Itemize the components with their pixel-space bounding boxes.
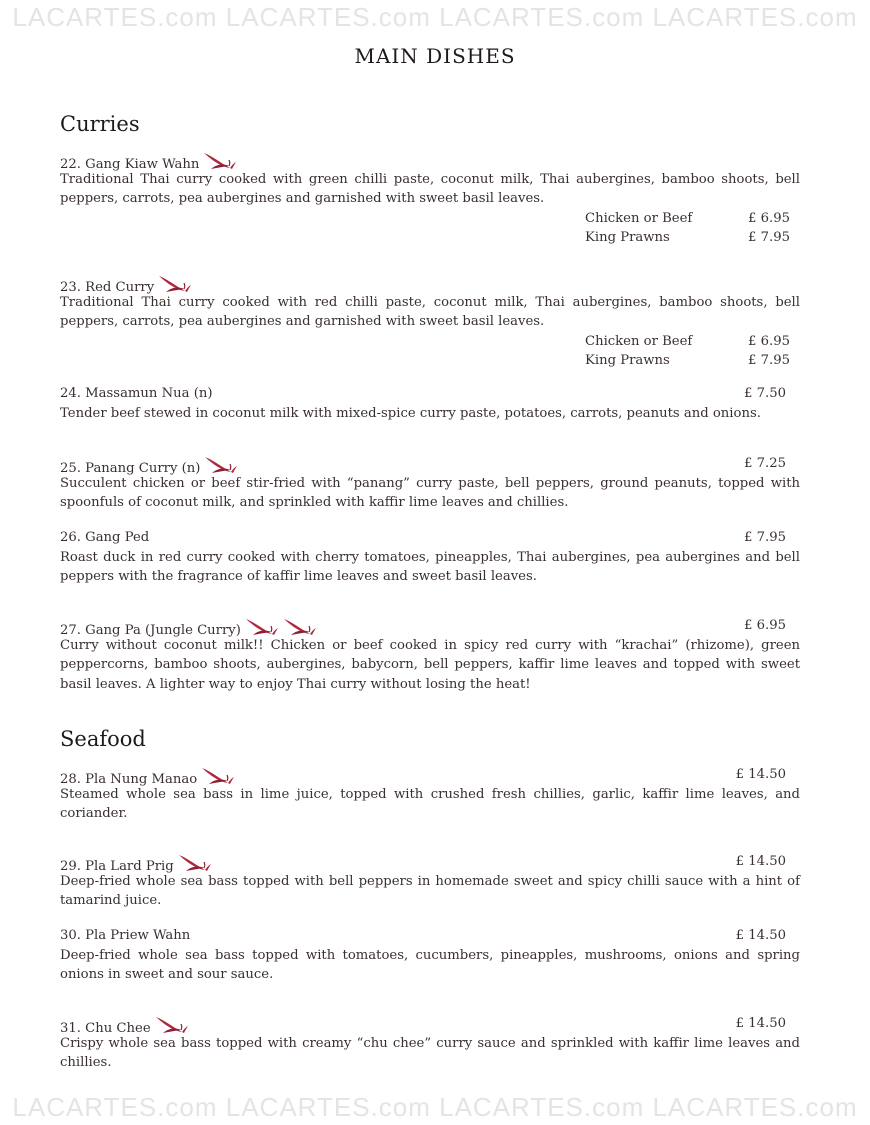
- item-price: £ 14.50: [735, 767, 786, 782]
- item-name: 30. Pla Priew Wahn: [60, 928, 191, 943]
- page-title: MAIN DISHES: [354, 44, 516, 68]
- item-description: Steamed whole sea bass in lime juice, topped with crushed fresh chillies, garlic, kaffir lime leaves, and coriander.: [60, 786, 800, 821]
- item-description: Crispy whole sea bass topped with creamy “chu chee” curry sauce and sprinkled with kaffir lime leaves and chillies.: [60, 1035, 800, 1070]
- item-name: 23. Red Curry: [60, 280, 155, 295]
- item-price: £ 14.50: [735, 854, 786, 869]
- chilli-icon: [283, 616, 317, 638]
- menu-item: [60, 273, 800, 370]
- item-name: 24. Massamun Nua (n): [60, 386, 213, 401]
- chilli-icon: [178, 852, 212, 874]
- item-description: Traditional Thai curry cooked with green chilli paste, coconut milk, Thai aubergines, bamboo shoots, bell peppers, carrots, pea aubergines and garnished with sweet basil leaves.: [60, 171, 800, 206]
- item-price: £ 6.95: [744, 618, 786, 633]
- item-price: £ 14.50: [735, 1016, 786, 1031]
- menu-item: [60, 384, 800, 423]
- item-description: Succulent chicken or beef stir-fried with “panang” curry paste, bell peppers, ground peanuts, topped with spoonfuls of coconut milk, and sprinkled with kaffir lime leaves and chillies.: [60, 475, 800, 510]
- item-name: 22. Gang Kiaw Wahn: [60, 157, 200, 172]
- item-name: 28. Pla Nung Manao: [60, 772, 198, 787]
- item-name: 25. Panang Curry (n): [60, 461, 201, 476]
- item-description: Tender beef stewed in coconut milk with mixed-spice curry paste, potatoes, carrots, peanuts and onions.: [60, 405, 761, 421]
- item-name: 27. Gang Pa (Jungle Curry): [60, 623, 241, 638]
- option-price: £ 6.95: [748, 333, 790, 349]
- section-heading-curries: Curries: [60, 112, 140, 136]
- menu-item: [60, 150, 800, 247]
- option-label: King Prawns: [585, 229, 670, 245]
- menu-item: [60, 765, 800, 824]
- menu-item: [60, 926, 800, 985]
- chilli-icon: [158, 273, 192, 295]
- option-label: Chicken or Beef: [585, 333, 693, 349]
- chilli-icon: [204, 454, 238, 476]
- item-price: £ 7.25: [744, 456, 786, 471]
- price-options: [585, 209, 790, 247]
- price-options: [585, 332, 790, 370]
- menu-item: [60, 616, 800, 694]
- menu-item: [60, 454, 800, 513]
- item-description: Deep-fried whole sea bass topped with bell peppers in homemade sweet and spicy chilli sauce with a hint of tamarind juice.: [60, 873, 800, 908]
- item-price: £ 7.50: [744, 386, 786, 401]
- item-description: Deep-fried whole sea bass topped with tomatoes, cucumbers, pineapples, mushrooms, onions and spring onions in sweet and sour sauce.: [60, 947, 800, 982]
- item-name: 29. Pla Lard Prig: [60, 859, 174, 874]
- chilli-icon: [245, 616, 279, 638]
- option-price: £ 7.95: [748, 352, 790, 368]
- item-price: £ 14.50: [735, 928, 786, 943]
- chilli-icon: [155, 1014, 189, 1036]
- option-price: £ 7.95: [748, 229, 790, 245]
- section-heading-seafood: Seafood: [60, 727, 146, 751]
- option-price: £ 6.95: [748, 210, 790, 226]
- chilli-icon: [201, 765, 235, 787]
- item-description: Curry without coconut milk!! Chicken or beef cooked in spicy red curry with “krachai” (rhizome), green peppercorns, bamboo shoots, aubergines, babycorn, bell peppers, kaffir lime leaves and topped with sweet basil leaves. A lighter way to enjoy Thai curry without losing the heat!: [60, 637, 800, 692]
- item-name: 26. Gang Ped: [60, 530, 150, 545]
- option-label: King Prawns: [585, 352, 670, 368]
- chilli-icon: [203, 150, 237, 172]
- item-description: Roast duck in red curry cooked with cherry tomatoes, pineapples, Thai aubergines, pea aubergines and bell peppers with the fragrance of kaffir lime leaves and sweet basil leaves.: [60, 549, 800, 584]
- item-name: 31. Chu Chee: [60, 1021, 151, 1036]
- item-description: Traditional Thai curry cooked with red chilli paste, coconut milk, Thai aubergines, bamboo shoots, bell peppers, carrots, pea aubergines and garnished with sweet basil leaves.: [60, 294, 800, 329]
- item-price: £ 7.95: [744, 530, 786, 545]
- watermark-top: LACARTES.com LACARTES.com LACARTES.com LACARTES.com: [12, 2, 858, 32]
- menu-item: [60, 1014, 800, 1073]
- option-label: Chicken or Beef: [585, 210, 693, 226]
- menu-item: [60, 852, 800, 911]
- watermark-bottom: LACARTES.com LACARTES.com LACARTES.com LACARTES.com: [12, 1092, 858, 1122]
- menu-item: [60, 528, 800, 587]
